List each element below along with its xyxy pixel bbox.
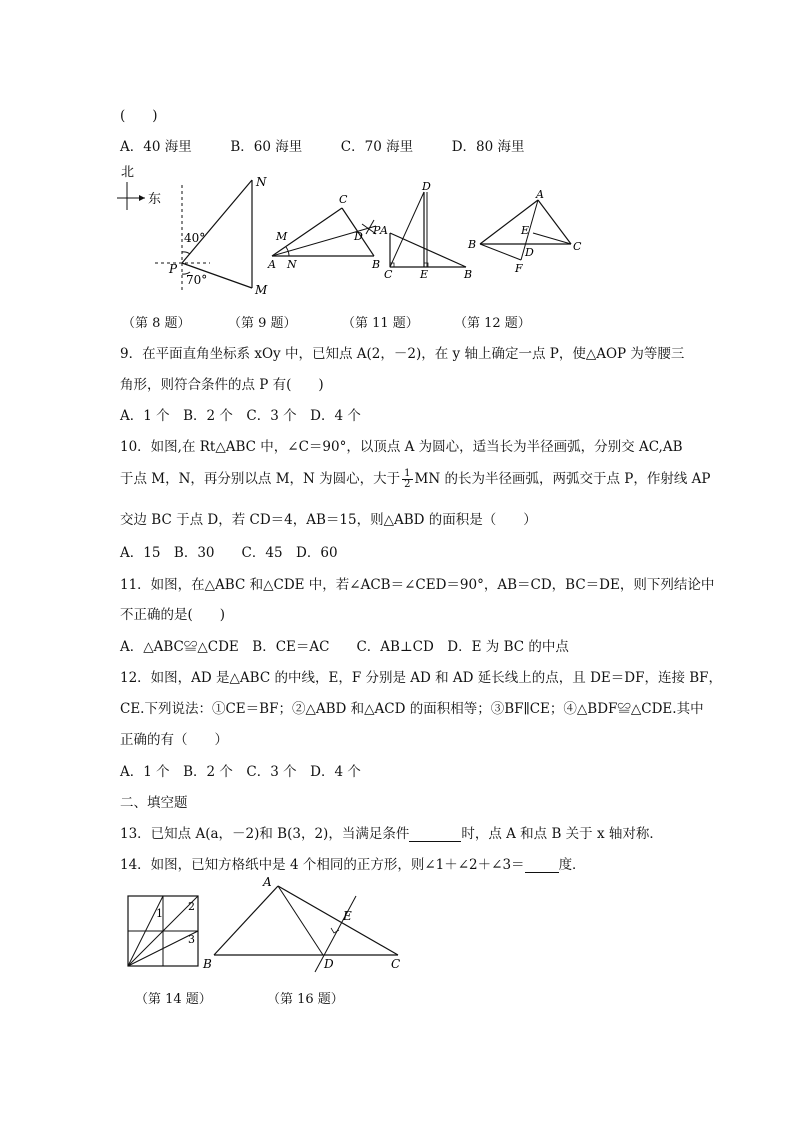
q11-options: A．△ABC≌△CDE B．CE＝AC C．AB⊥CD D．E 为 BC 的中点 — [120, 639, 569, 655]
compass-east-label: 东 — [148, 192, 162, 207]
label-N: N — [256, 175, 267, 189]
compass-north-label: 北 — [121, 165, 135, 180]
label-C: C — [384, 268, 393, 280]
q12-line1: 12．如图，AD 是△ABC 的中线，E，F 分别是 AD 和 AD 延长线上的点，且 DE＝DF，连接 BF， — [120, 670, 723, 686]
q14-before: 14．如图，已知方格纸中是 4 个相同的正方形，则∠1＋∠2＋∠3＝ — [120, 857, 525, 873]
figure-q8 — [115, 160, 275, 300]
label-E: E — [420, 268, 429, 280]
q8-options — [120, 135, 525, 155]
label-P: P — [169, 262, 178, 276]
label-B: B — [468, 238, 477, 251]
label-C: C — [573, 240, 582, 253]
q9-options: A．1 个 B．2 个 C．3 个 D．4 个 — [120, 408, 361, 424]
q13 — [120, 822, 663, 842]
q11-line2: 不正确的是( ) — [120, 607, 226, 623]
label-C: C — [391, 957, 401, 971]
angle-70-label: 70° — [186, 273, 208, 287]
fraction-numerator: 1 — [404, 468, 411, 479]
label-E: E — [521, 224, 530, 237]
q10-line3: 交边 BC 于点 D，若 CD＝4，AB＝15，则△ABD 的面积是（ ） — [120, 512, 537, 528]
angle-3-label: 3 — [188, 933, 195, 946]
caption-q11: （第 11 题） — [342, 316, 419, 331]
angle-40-label: 40° — [184, 231, 206, 245]
label-N: N — [287, 258, 297, 271]
label-D: D — [324, 957, 334, 971]
fraction-half — [402, 469, 412, 490]
angle-1-label: 1 — [156, 907, 163, 920]
figure-q16 — [200, 874, 410, 974]
label-E: E — [343, 909, 352, 923]
label-B: B — [464, 268, 473, 280]
q12-line2: CE.下列说法：①CE＝BF；②△ABD 和△ACD 的面积相等；③BF∥CE；④△BDF≌△CDE.其中 — [120, 701, 704, 717]
label-A: A — [268, 258, 276, 271]
label-B: B — [372, 258, 381, 271]
q10-line2-after: MN 的长为半径画弧，两弧交于点 P，作射线 AP — [414, 471, 711, 487]
q12-line3: 正确的有（ ） — [120, 732, 228, 748]
q10-line1: 10．如图,在 Rt△ABC 中，∠C＝90°，以顶点 A 为圆心，适当长为半径画弧，分别交 AC,AB — [120, 439, 683, 455]
label-B: B — [203, 957, 212, 971]
q11-line1: 11．如图，在△ABC 和△CDE 中，若∠ACB＝∠CED＝90°，AB＝CD，BC＝DE，则下列结论中 — [120, 577, 715, 593]
q8-option-d: D．80 海里 — [451, 139, 525, 155]
caption-q14: （第 14 题） — [135, 992, 212, 1007]
q14-after: 度． — [558, 857, 586, 873]
caption-q12: （第 12 题） — [454, 316, 531, 331]
q14 — [120, 853, 586, 873]
figure-q12 — [465, 188, 590, 273]
q9-line2: 角形，则符合条件的点 P 有( ) — [120, 377, 324, 393]
label-A: A — [380, 224, 388, 237]
q8-paren: ( ) — [120, 108, 158, 124]
q8-option-c: C．70 海里 — [340, 139, 414, 155]
q10-options: A．15 B．30 C．45 D．60 — [120, 545, 338, 561]
label-A: A — [263, 875, 272, 889]
label-D: D — [354, 230, 363, 243]
q13-answer-blank[interactable] — [409, 827, 461, 842]
caption-q8: （第 8 题） — [122, 316, 191, 331]
line-PN — [182, 180, 252, 263]
q10-line2 — [120, 467, 710, 490]
figure-q11 — [378, 180, 478, 280]
angle-2-label: 2 — [188, 900, 195, 913]
label-M: M — [255, 283, 268, 297]
label-C: C — [339, 193, 348, 206]
label-P: P — [373, 224, 381, 237]
label-M: M — [276, 230, 288, 243]
caption-q16: （第 16 题） — [267, 992, 344, 1007]
figure-q14 — [120, 890, 210, 970]
q12-options: A．1 个 B．2 个 C．3 个 D．4 个 — [120, 764, 361, 780]
label-F: F — [515, 262, 523, 273]
q8-option-b: B．60 海里 — [230, 139, 303, 155]
section-fill-in-title: 二、填空题 — [120, 795, 188, 811]
q9-line1: 9．在平面直角坐标系 xOy 中，已知点 A(2，－2)，在 y 轴上确定一点 P，使△AOP 为等腰三 — [120, 346, 685, 362]
figure-q9 — [262, 188, 392, 273]
q8-option-a: A．40 海里 — [120, 139, 192, 155]
label-D: D — [525, 246, 534, 259]
label-D: D — [422, 180, 431, 193]
q13-before: 13．已知点 A(a，－2)和 B(3，2)，当满足条件 — [120, 826, 410, 842]
q13-after: 时，点 A 和点 B 关于 x 轴对称． — [461, 826, 663, 842]
caption-q9: （第 9 题） — [228, 316, 297, 331]
q10-line2-before: 于点 M，N，再分别以点 M，N 为圆心，大于 — [120, 471, 401, 487]
fraction-denominator: 2 — [404, 479, 411, 490]
q14-answer-blank[interactable] — [525, 858, 559, 873]
label-A: A — [536, 188, 544, 201]
